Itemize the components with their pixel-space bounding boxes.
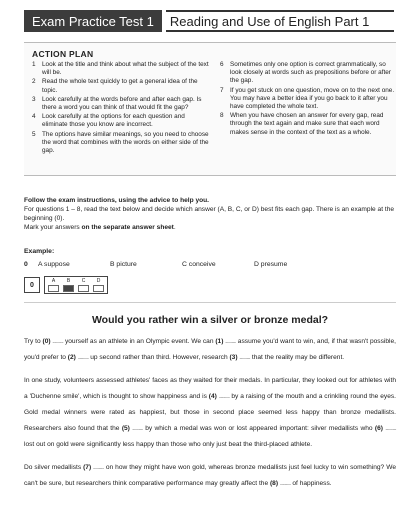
gap-dots: ............: [77, 355, 89, 361]
instruction-mark-post: .: [173, 224, 176, 231]
answer-cell-bubble: [93, 285, 104, 292]
gap-dots: ............: [52, 339, 64, 345]
answer-cell-a: [48, 278, 59, 292]
step-text: Sometimes only one option is correct grammatically, so look closely at words such as prepositions before or after the gap.: [230, 61, 391, 85]
text-run: lost out on gold were significantly less happy than those who only just beat the third-placed athlete.: [24, 441, 313, 448]
gap-0: (0): [42, 338, 51, 345]
example-option-d: D presume: [254, 261, 288, 268]
example-option-a: A suppose: [38, 261, 70, 268]
step-number: 7: [220, 86, 224, 94]
answer-sheet-options: [44, 276, 108, 294]
action-plan-column-left: [32, 61, 210, 156]
plan-step: [220, 61, 398, 86]
step-text: Look at the title and think about what the subject of the text will be.: [42, 61, 209, 77]
gap-7: (7): [83, 464, 92, 471]
answer-cell-b: [63, 278, 74, 292]
step-number: 6: [220, 61, 224, 68]
instruction-mark-pre: Mark your answers: [24, 224, 82, 231]
gap-8: (8): [269, 480, 279, 487]
answer-cell-c: [78, 278, 89, 292]
gap-2: (2): [67, 354, 76, 361]
section-title: Reading and Use of English Part 1: [166, 10, 394, 32]
text-run: by which a medal was won or lost appeared important: silver medallists who: [142, 425, 375, 432]
page-header: [24, 10, 394, 32]
answer-cell-bubble: [48, 285, 59, 292]
plan-step: [32, 78, 210, 94]
step-text: Look carefully at the words before and after each gap. Is there a word you can think of that would fit the gap?: [42, 95, 202, 112]
answer-cell-letter: D: [96, 278, 101, 284]
step-number: 3: [32, 95, 36, 103]
instruction-text: For questions 1 – 8, read the text below and decide which answer (A, B, C, or D) best fits each gap. There is an example at the beginning (0).: [24, 206, 395, 222]
plan-step: [32, 61, 210, 77]
gap-dots: ............: [385, 426, 396, 432]
action-plan-title: ACTION PLAN: [32, 49, 94, 59]
example-options: [24, 261, 396, 268]
gap-dots: ............: [132, 426, 143, 432]
gap-dots: ............: [225, 339, 236, 345]
instruction-mark-answers: [24, 223, 396, 232]
text-run: yourself as an athlete in an Olympic event. We can: [63, 338, 216, 345]
exam-instructions: [24, 196, 396, 232]
answer-cell-d: [93, 278, 104, 292]
step-text: Look carefully at the options for each question and eliminate those you know are incorrect.: [42, 113, 185, 129]
example-section: [24, 248, 396, 289]
text-run: Do silver medallists: [24, 464, 84, 471]
example-label: Example:: [24, 248, 55, 255]
step-text: If you get stuck on one question, move on to the next one. You may have a better idea if you go back to it after you have completed the whole text.: [230, 86, 395, 111]
action-plan-column-right: [220, 61, 398, 138]
article-paragraph-3: [24, 460, 396, 492]
instruction-mark-bold: on the separate answer sheet: [81, 224, 174, 231]
plan-step: [32, 113, 210, 129]
gap-dots: ............: [239, 355, 251, 361]
example-option-b: B picture: [110, 261, 137, 268]
step-number: 8: [220, 112, 224, 120]
plan-step: [220, 112, 398, 137]
answer-cell-bubble: [78, 285, 89, 292]
text-run: Try to: [24, 338, 43, 345]
answer-cell-bubble-filled: [63, 285, 74, 292]
gap-6: (6): [374, 425, 383, 432]
instruction-heading: Follow the exam instructions, using the advice to help you.: [24, 197, 210, 204]
answer-sheet-number: 0: [24, 277, 40, 293]
step-number: 5: [32, 130, 36, 138]
text-run: that the reality may be different.: [250, 354, 345, 361]
article-body: [24, 334, 396, 499]
gap-dots: ............: [93, 465, 104, 471]
answer-sheet-example: [24, 276, 108, 294]
gap-4: (4): [208, 393, 217, 400]
gap-5: (5): [121, 425, 130, 432]
text-run: on how they might have won gold, whereas bronze medallists just feel lucky to win something? We can't be sure, but researchers think comparative performance may greatly affect the: [24, 464, 396, 487]
text-run: by a raising of the mouth and a crinkling round the eyes. Gold medal winners were rated as happiest, but those in second place seemed less happy than bronze medallists. Researchers also found that the: [24, 393, 396, 432]
action-plan-box: [24, 42, 396, 176]
gap-3: (3): [229, 354, 238, 361]
article-title: Would you rather win a silver or bronze medal?: [91, 314, 329, 326]
gap-dots: ............: [218, 394, 230, 400]
text-run: up second rather than third. However, research: [88, 354, 230, 361]
example-number: 0: [24, 261, 28, 268]
step-number: 4: [32, 113, 36, 121]
text-run: In one study, volunteers assessed athletes' faces as they waited for their medals. In particular, they looked out for athletes with a 'Duchenne smile', which is thought to show happiness and is: [24, 377, 396, 400]
gap-dots: ............: [279, 481, 291, 487]
answer-cell-letter: B: [66, 278, 71, 284]
step-text: The options have similar meanings, so you need to choose the word that combines with the words on either side of the gap.: [42, 130, 209, 155]
answer-cell-letter: A: [51, 278, 56, 284]
gap-1: (1): [215, 338, 224, 345]
plan-step: [220, 87, 398, 112]
test-label: Exam Practice Test 1: [24, 10, 162, 32]
step-text: When you have chosen an answer for every gap, read through the text again and make sure that each word makes sense in the context of the text as a whole.: [230, 112, 384, 136]
text-run: assume you'd want to win, and, if that wasn't possible, you'd prefer to: [24, 338, 396, 361]
answer-cell-letter: C: [81, 278, 86, 284]
plan-step: [32, 96, 210, 112]
plan-step: [32, 131, 210, 156]
step-number: 1: [32, 61, 36, 68]
step-text: Read the whole text quickly to get a general idea of the topic.: [42, 78, 198, 94]
step-number: 2: [32, 78, 36, 86]
example-option-c: C conceive: [182, 261, 216, 268]
article-paragraph-2: [24, 373, 396, 453]
section-divider: [24, 302, 396, 303]
text-run: of happiness.: [290, 480, 332, 487]
article-paragraph-1: [24, 334, 396, 366]
